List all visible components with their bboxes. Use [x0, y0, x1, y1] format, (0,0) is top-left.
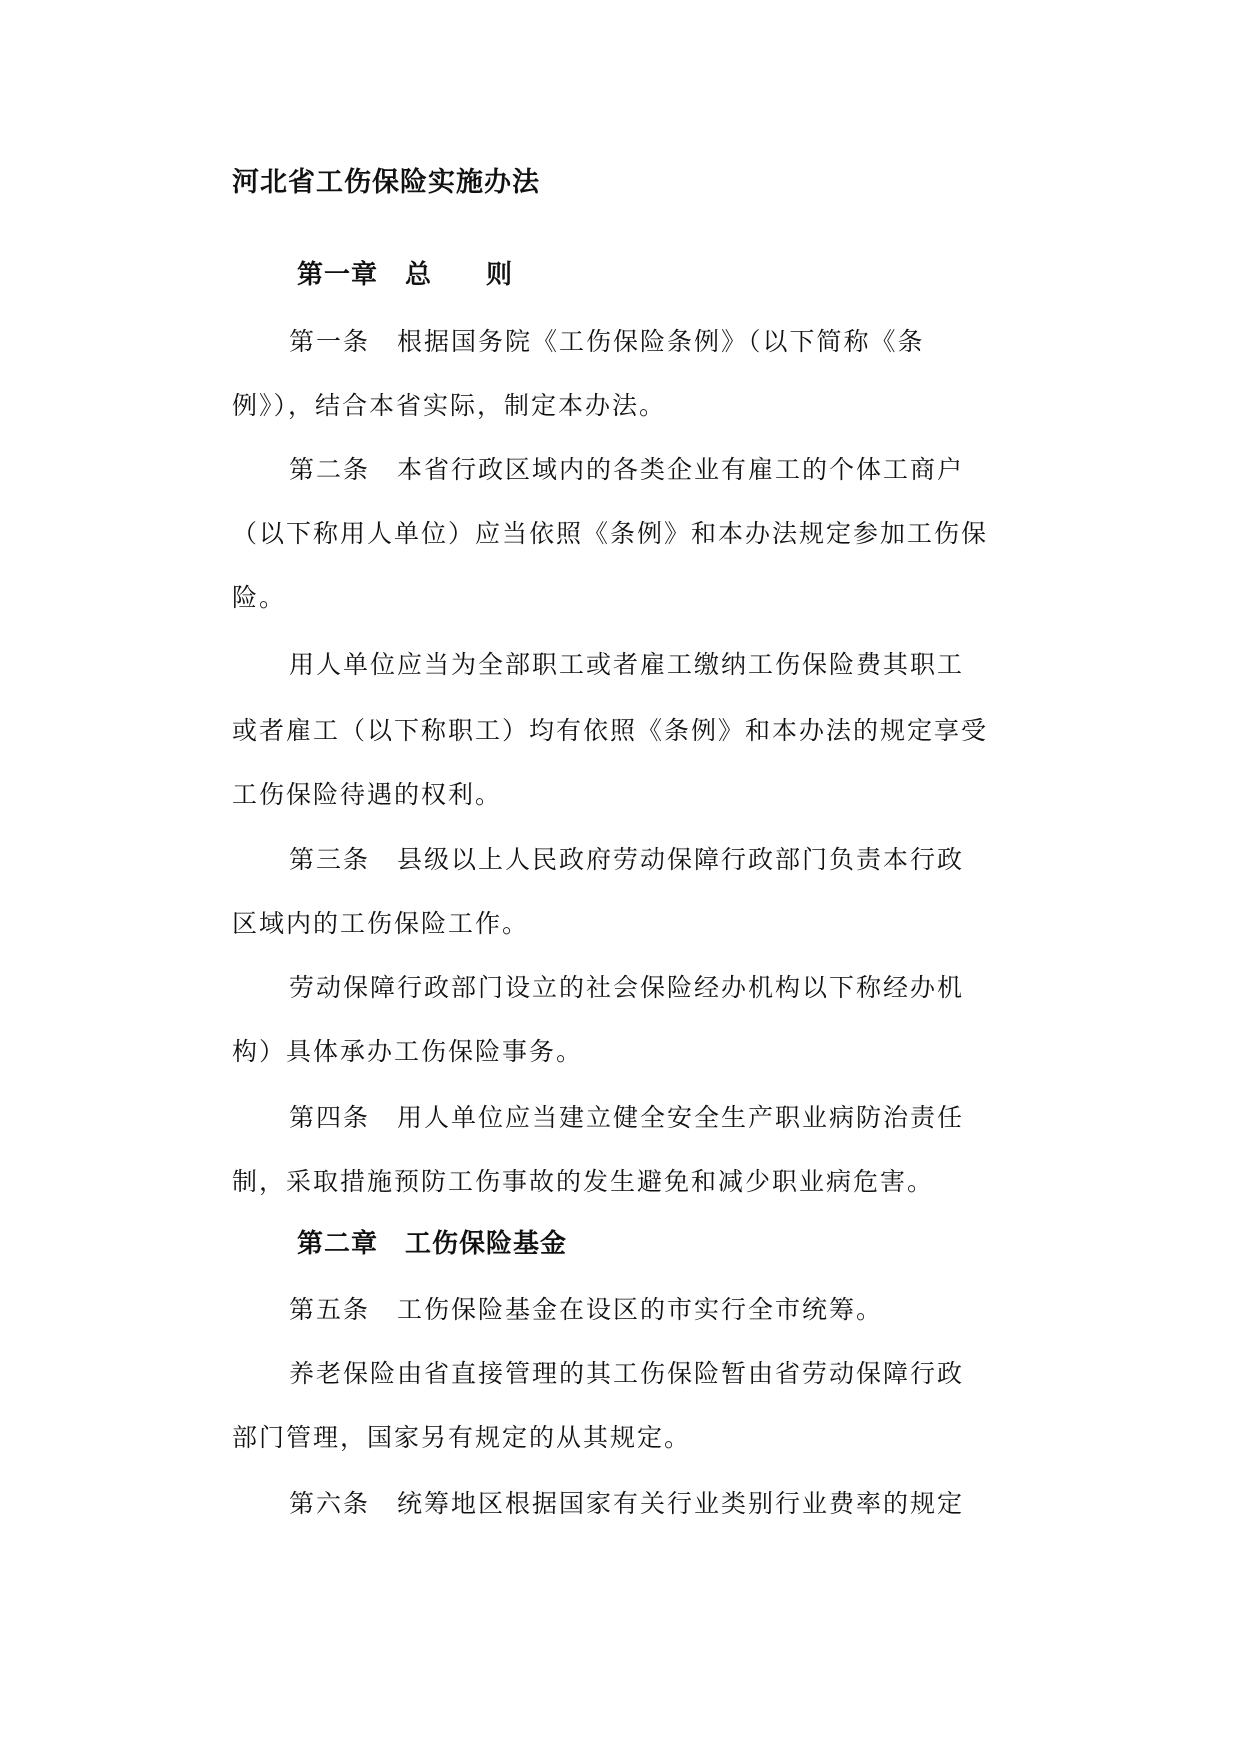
- article-2-line-2: （以下称用人单位）应当依照《条例》和本办法规定参加工伤保: [232, 519, 989, 548]
- article-5-para-2-line-2: 部门管理，国家另有规定的从其规定。: [232, 1423, 692, 1452]
- chapter-heading-2: 第二章 工伤保险基金: [297, 1229, 568, 1259]
- article-3-line-1: 第三条 县级以上人民政府劳动保障行政部门负责本行政: [289, 845, 965, 874]
- article-2-para-2-line-2: 或者雇工（以下称职工）均有依照《条例》和本办法的规定享受: [232, 716, 989, 745]
- article-2-line-1: 第二条 本省行政区域内的各类企业有雇工的个体工商户: [289, 455, 965, 484]
- article-1-line-2: 例》），结合本省实际，制定本办法。: [232, 391, 667, 420]
- article-5-para-2-line-1: 养老保险由省直接管理的其工伤保险暂由省劳动保障行政: [289, 1359, 965, 1388]
- article-4-line-2: 制，采取措施预防工伤事故的发生避免和减少职业病危害。: [232, 1167, 935, 1196]
- article-4-line-1: 第四条 用人单位应当建立健全安全生产职业病防治责任: [289, 1103, 965, 1132]
- document-title: 河北省工伤保险实施办法: [232, 167, 540, 198]
- article-6-line-1: 第六条 统筹地区根据国家有关行业类别行业费率的规定: [289, 1489, 965, 1518]
- article-3-para-2-line-1: 劳动保障行政部门设立的社会保险经办机构以下称经办机: [289, 973, 965, 1002]
- chapter-heading-1: 第一章 总 则: [297, 260, 514, 290]
- article-3-line-2: 区域内的工伤保险工作。: [232, 909, 530, 938]
- article-5-line-1: 第五条 工伤保险基金在设区的市实行全市统筹。: [289, 1295, 884, 1324]
- article-1-line-1: 第一条 根据国务院《工伤保险条例》（以下简称《条: [289, 327, 925, 356]
- article-3-para-2-line-2: 构）具体承办工伤保险事务。: [232, 1037, 584, 1066]
- article-2-line-3: 险。: [232, 583, 287, 612]
- article-2-para-2-line-3: 工伤保险待遇的权利。: [232, 780, 503, 809]
- article-2-para-2-line-1: 用人单位应当为全部职工或者雇工缴纳工伤保险费其职工: [289, 650, 965, 679]
